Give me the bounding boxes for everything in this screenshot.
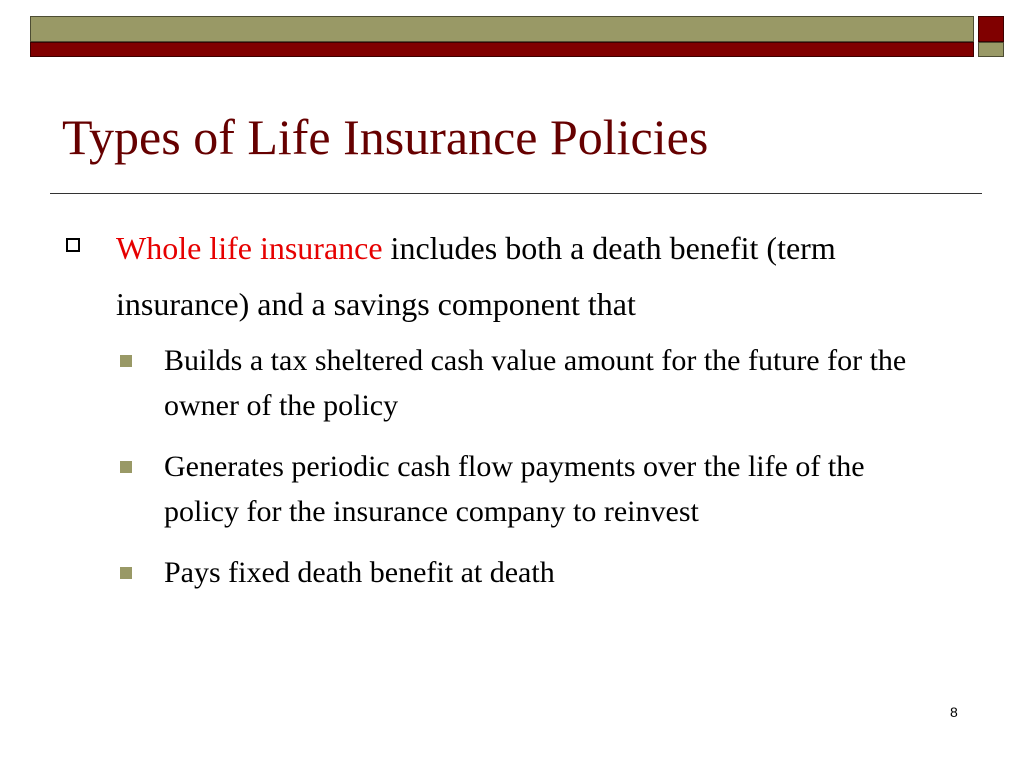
- page-number: 8: [950, 704, 958, 720]
- sub-bullet: [114, 444, 944, 534]
- sub-bullet: [114, 338, 944, 428]
- corner-block-olive: [978, 42, 1004, 57]
- sub-bullet-text: Pays fixed death benefit at death: [164, 556, 555, 589]
- title-divider: [50, 193, 982, 194]
- slide-title: Types of Life Insurance Policies: [62, 109, 709, 165]
- filled-square-bullet-icon: [120, 461, 132, 473]
- slide-content: [66, 220, 966, 611]
- header-band-maroon: [30, 42, 974, 57]
- sub-bullet: [114, 550, 944, 595]
- corner-block-maroon: [978, 16, 1004, 42]
- header-band-olive: [30, 16, 974, 42]
- main-bullet-highlight: Whole life insurance: [116, 230, 383, 266]
- sub-bullet-list: [114, 338, 966, 595]
- hollow-square-bullet-icon: [66, 238, 80, 252]
- main-bullet: [66, 220, 966, 332]
- sub-bullet-text: Builds a tax sheltered cash value amount for the future for the owner of the policy: [164, 344, 907, 422]
- filled-square-bullet-icon: [120, 567, 132, 579]
- sub-bullet-text: Generates periodic cash flow payments over the life of the policy for the insurance company to reinvest: [164, 450, 865, 528]
- filled-square-bullet-icon: [120, 355, 132, 367]
- main-bullet-text: includes both a death benefit (term insurance) and a savings component that: [116, 230, 836, 322]
